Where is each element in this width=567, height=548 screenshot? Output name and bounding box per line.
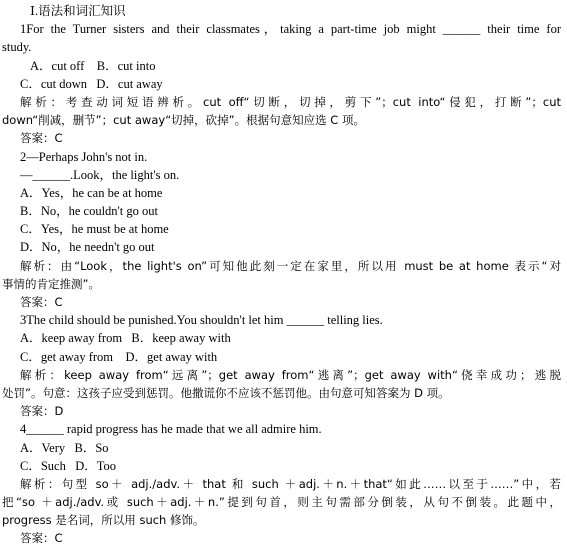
question-4-options-ab: A．Very B．So — [20, 440, 109, 455]
question-3-options-cd: C．get away from D．get away with — [20, 349, 218, 364]
question-1-answer: 答案：C — [20, 131, 63, 146]
question-2-stem-cont: —______.Look，the light's on. — [20, 167, 180, 182]
question-2-option-b: B．No，he couldn't go out — [20, 204, 159, 219]
question-2-option-a: A．Yes，he can be at home — [20, 185, 163, 200]
question-3-analysis: 解析：keep away from“远离”；get away from“逃离”；get away with“侥幸成功；逃脱 — [20, 367, 561, 382]
question-1-analysis-cont: down“削减，删节”；cut away“切掉，砍掉”。根据句意知应选 C 项。 — [2, 113, 365, 128]
question-3-analysis-cont: 处罚”。句意：这孩子应受到惩罚。他撒谎你不应该不惩罚他。由句意可知答案为 D 项。 — [2, 385, 450, 400]
question-4-analysis: 解析：句型 so＋ adj./adv.＋ that 和 such ＋adj.＋n.＋that“如此……以至于……”中，若 — [20, 476, 561, 491]
question-2-option-d: D．No，he needn't go out — [20, 240, 155, 255]
question-1-options-cd: C．cut down D．cut away — [20, 76, 163, 91]
question-1-analysis: 解析：考查动词短语辨析。cut off“切断，切掉，剪下”；cut into“侵犯，打断”；cut — [20, 94, 561, 109]
question-2-stem: 2—Perhaps John's not in. — [20, 149, 148, 164]
question-1-stem-cont: study. — [2, 40, 32, 55]
question-3-stem: 3The child should be punished.You shouldn't let him ______ telling lies. — [20, 313, 383, 328]
question-4-analysis-cont: 把“so ＋adj./adv.或 such＋adj.＋n.”提到句首，则主句需部分倒装，从句不倒装。此题中， — [2, 495, 561, 510]
question-4-options-cd: C．Such D．Too — [20, 458, 117, 473]
question-2-answer: 答案：C — [20, 295, 63, 309]
question-2-option-c: C．Yes，he must be at home — [20, 222, 169, 237]
question-3-options-ab: A．keep away from B．keep away with — [20, 331, 231, 346]
question-3-answer: 答案：D — [20, 404, 64, 419]
question-2-analysis-cont: 事情的肯定推测”。 — [2, 276, 100, 291]
question-1-stem: 1For the Turner sisters and their classmates，taking a part-time job might ______ their time for — [20, 22, 561, 37]
question-2-analysis: 解析：由“Look，the light's on”可知他此刻一定在家里，所以用 must be at home 表示“对 — [20, 258, 561, 273]
question-1-options-ab: A．cut off B．cut into — [30, 58, 156, 73]
question-4-stem: 4______ rapid progress has he made that we all admire him. — [20, 422, 322, 437]
question-4-answer: 答案：C — [20, 531, 63, 546]
question-4-analysis-cont-2: progress 是名词，所以用 such 修饰。 — [2, 513, 205, 528]
section-title: Ⅰ.语法和词汇知识 — [30, 4, 126, 18]
